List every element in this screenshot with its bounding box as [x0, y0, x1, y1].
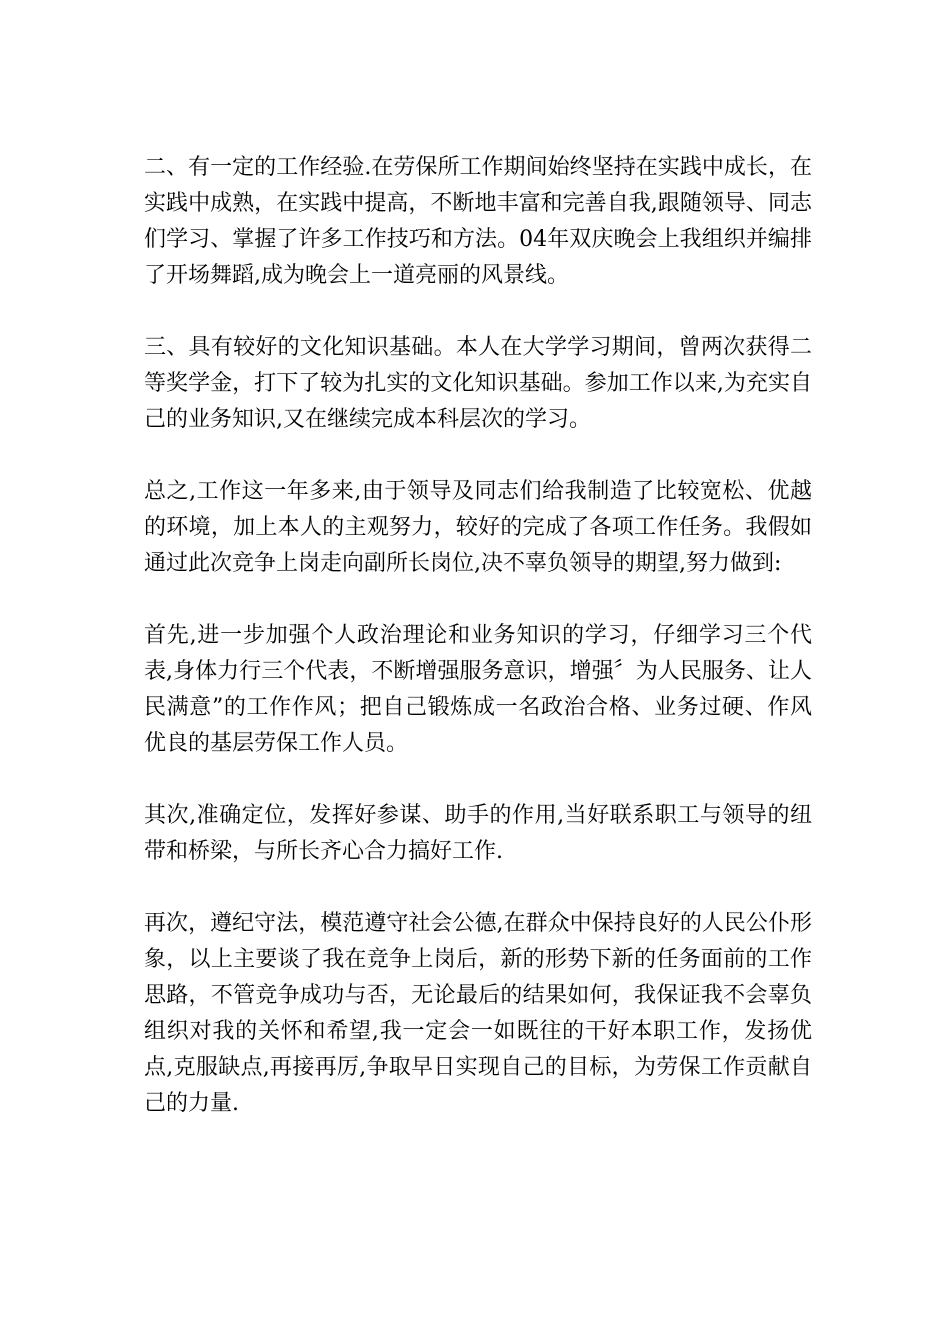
paragraph-knowledge-foundation: 三、具有较好的文化知识基础。本人在大学学习期间，曾两次获得二等奖学金，打下了较为扎实的文化知识基础。参加工作以来,为充实自己的业务知识,又在继续完成本科层次的学习。 — [144, 335, 812, 432]
paragraph-second-commitment: 其次,准确定位，发挥好参谋、助手的作用,当好联系职工与领导的纽带和桥梁，与所长齐心合力搞好工作. — [144, 803, 812, 864]
paragraph-third-commitment: 再次，遵纪守法，模范遵守社会公德,在群众中保持良好的人民公仆形象，以上主要谈了我在竞争上岗后，新的形势下新的任务面前的工作思路，不管竞争成功与否，无论最后的结果如何，我保证我不会辜负组织对我的关怀和希望,我一定会一如既往的干好本职工作，发扬优点,克服缺点,再接再厉,争取早日实现自己的目标，为劳保工作贡献自己的力量. — [144, 911, 812, 1116]
paragraph-first-commitment: 首先,进一步加强个人政治理论和业务知识的学习，仔细学习三个代表,身体力行三个代表，不断增强服务意识，增强〞为人民服务、让人民满意”的工作作风；把自己锻炼成一名政治合格、业务过硬、作风优良的基层劳保工作人员。 — [144, 623, 812, 756]
document-body — [144, 150, 812, 1122]
paragraph-summary: 总之,工作这一年多来,由于领导及同志们给我制造了比较宽松、优越的环境，加上本人的主观努力，较好的完成了各项工作任务。我假如通过此次竞争上岗走向副所长岗位,决不辜负领导的期望,努力做到: — [144, 479, 812, 576]
paragraph-work-experience: 二、有一定的工作经验.在劳保所工作期间始终坚持在实践中成长，在实践中成熟，在实践中提高，不断地丰富和完善自我,跟随领导、同志们学习、掌握了许多工作技巧和方法。04年双庆晚会上我组织并编排了开场舞蹈,成为晚会上一道亮丽的风景线。 — [144, 155, 812, 288]
